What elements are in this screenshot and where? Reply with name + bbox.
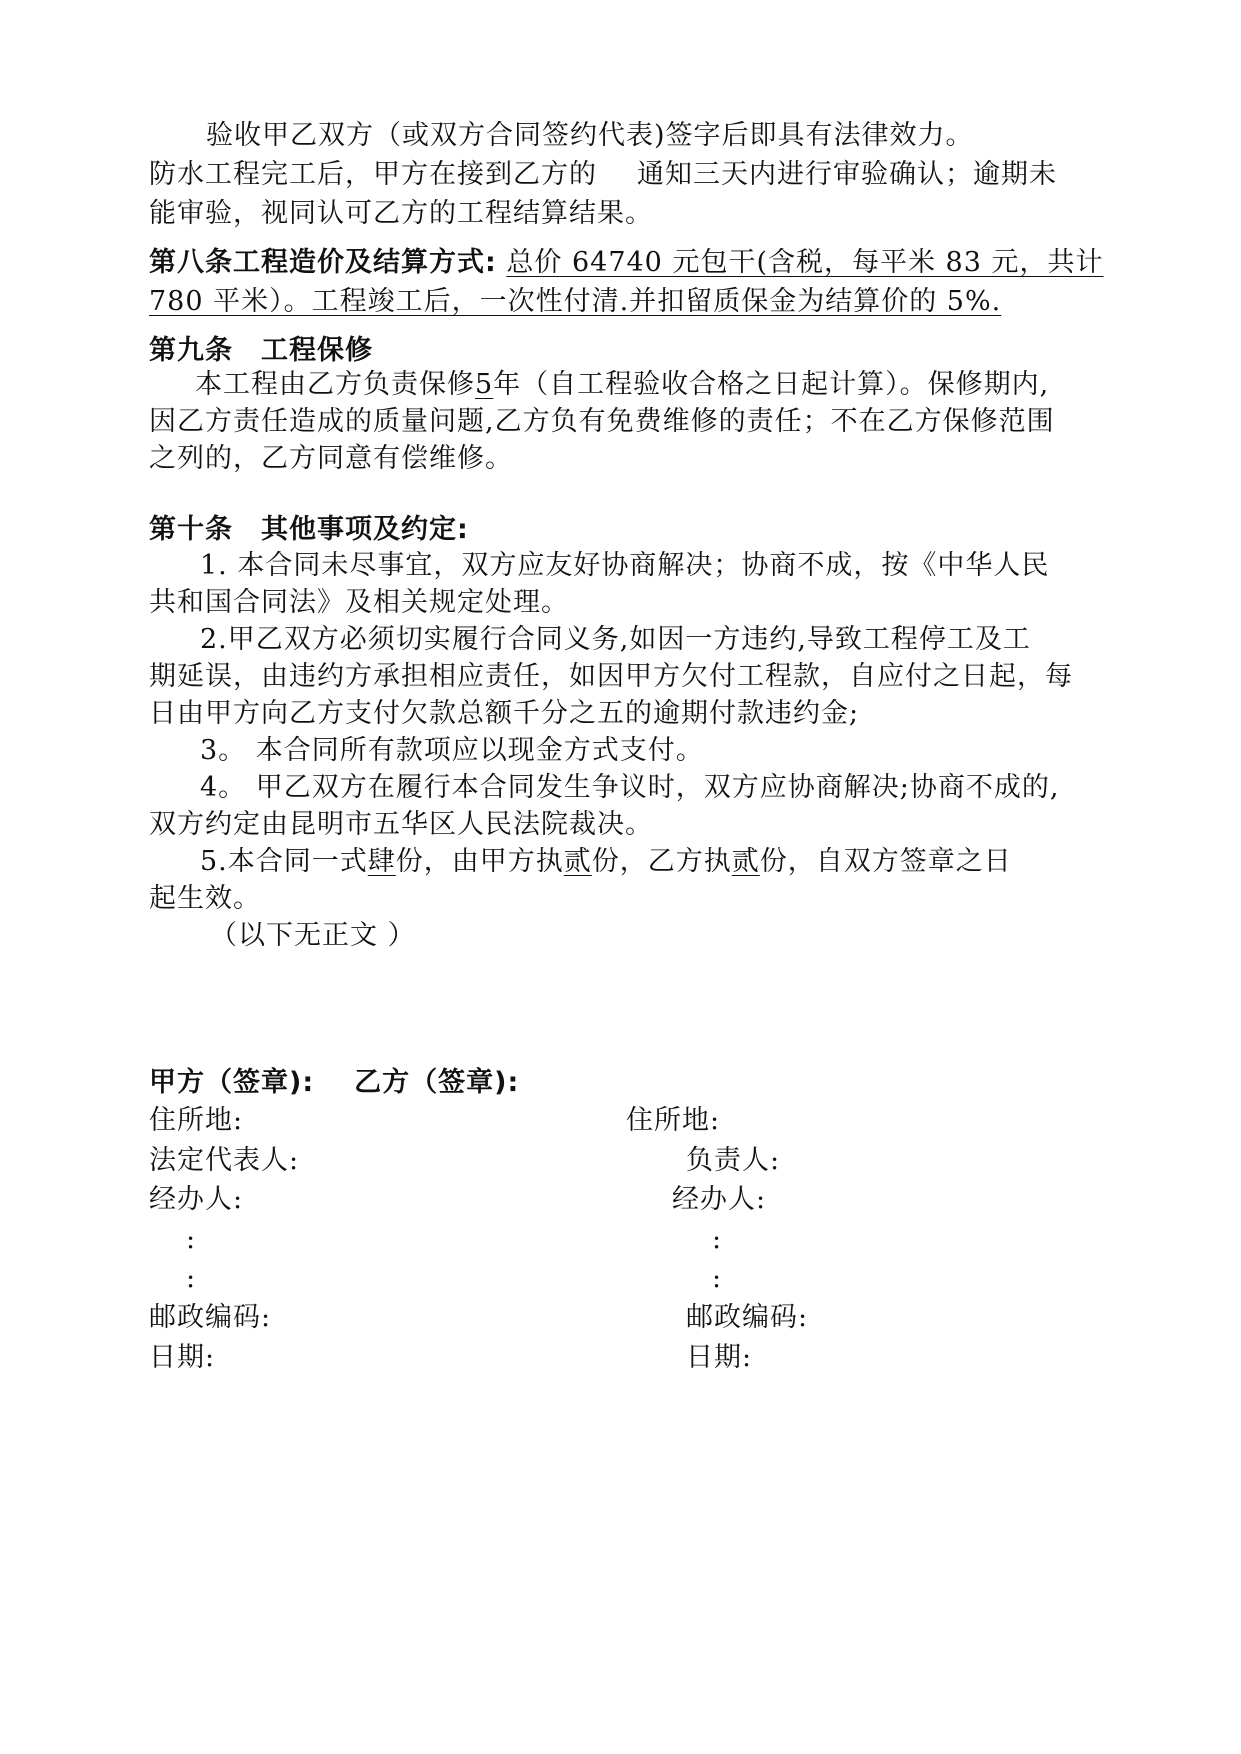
party-a-date-label: 日期: — [149, 1342, 216, 1373]
party-b-responsible-label: 负责人: — [686, 1145, 781, 1176]
party-a-seal-label: 甲方（签章): — [149, 1067, 315, 1098]
article-10-item-2-line-1: 2.甲乙双方必须切实履行合同义务,如因一方违约,导致工程停工及工 — [200, 624, 1031, 655]
warranty-years: 5 — [475, 369, 494, 400]
party-b-seal-label: 乙方（签章): — [354, 1067, 520, 1098]
article-10-title: 其他事项及约定: — [261, 514, 469, 545]
article-10-item-3: 3。 本合同所有款项应以现金方式支付。 — [200, 735, 704, 766]
party-a-copies: 贰 — [563, 846, 592, 877]
article-10-heading — [149, 512, 469, 548]
no-more-text-note: （以下无正文 ） — [210, 920, 416, 951]
party-a-postcode-label: 邮政编码: — [149, 1302, 272, 1333]
signature-heading — [149, 1065, 519, 1101]
article-8-price-text: 总价 64740 元包干(含税，每平米 83 元，共计 — [506, 247, 1104, 278]
party-b-copies: 贰 — [731, 846, 760, 877]
article-10-item-1-line-1: 1. 本合同未尽事宜，双方应友好协商解决；协商不成，按《中华人民 — [200, 550, 1050, 581]
article-9-heading — [149, 333, 373, 369]
party-b-address-label: 住所地: — [626, 1105, 721, 1136]
party-a-blank-field-2: : — [186, 1263, 197, 1294]
article-10-item-5-line-2: 起生效。 — [149, 883, 261, 914]
article-10-number: 第十条 — [149, 514, 233, 545]
article-9-line-1-part-b: 年（自工程验收合格之日起计算）。保修期内, — [493, 369, 1050, 400]
party-b-date-label: 日期: — [686, 1342, 753, 1373]
total-copies: 肆 — [367, 846, 396, 877]
article-10-item-5-part-a: 5.本合同一式 — [200, 846, 368, 877]
article-10-item-2-line-2: 期延误，由违约方承担相应责任，如因甲方欠付工程款，自应付之日起，每 — [149, 661, 1073, 692]
article-9-line-1-part-a: 本工程由乙方负责保修 — [195, 369, 475, 400]
article-8-title: 第八条工程造价及结算方式: — [149, 247, 497, 278]
article-10-item-5-part-b: 份，由甲方执 — [395, 846, 564, 877]
party-b-postcode-label: 邮政编码: — [686, 1302, 809, 1333]
intro-line-1: 验收甲乙双方（或双方合同签约代表)签字后即具有法律效力。 — [206, 120, 974, 151]
article-10-item-5-part-c: 份，乙方执 — [591, 846, 732, 877]
party-b-handler-label: 经办人: — [672, 1184, 767, 1215]
article-10-item-2-line-3: 日由甲方向乙方支付欠款总额千分之五的逾期付款违约金; — [149, 698, 860, 729]
party-a-legal-rep-label: 法定代表人: — [149, 1145, 300, 1176]
party-b-blank-field-2: : — [712, 1263, 723, 1294]
article-10-item-5-line-1 — [200, 844, 1012, 880]
article-9-number: 第九条 — [149, 335, 233, 366]
article-8-line-1 — [149, 245, 1104, 281]
article-10-item-1-line-2: 共和国合同法》及相关规定处理。 — [149, 587, 569, 618]
article-9-line-3: 之列的，乙方同意有偿维修。 — [149, 443, 513, 474]
article-10-item-4-line-2: 双方约定由昆明市五华区人民法院裁决。 — [149, 809, 653, 840]
intro-line-2-part-b: 通知三天内进行审验确认；逾期未 — [637, 159, 1057, 190]
article-9-line-2: 因乙方责任造成的质量问题,乙方负有免费维修的责任；不在乙方保修范围 — [149, 406, 1055, 437]
article-9-title: 工程保修 — [261, 335, 373, 366]
intro-line-2 — [149, 157, 1057, 193]
party-a-address-label: 住所地: — [149, 1105, 244, 1136]
party-b-blank-field-1: : — [712, 1224, 723, 1255]
article-10-item-5-part-d: 份，自双方签章之日 — [759, 846, 1012, 877]
party-a-handler-label: 经办人: — [149, 1184, 244, 1215]
article-8-payment-text: 780 平米）。工程竣工后，一次性付清.并扣留质保金为结算价的 5%. — [149, 286, 1002, 317]
article-8-line-2 — [149, 284, 1001, 320]
article-9-line-1 — [195, 367, 1049, 403]
intro-line-3: 能审验，视同认可乙方的工程结算结果。 — [149, 198, 653, 229]
party-a-blank-field-1: : — [186, 1224, 197, 1255]
article-10-item-4-line-1: 4。 甲乙双方在履行本合同发生争议时，双方应协商解决;协商不成的, — [200, 772, 1060, 803]
intro-line-2-part-a: 防水工程完工后，甲方在接到乙方的 — [149, 159, 597, 190]
